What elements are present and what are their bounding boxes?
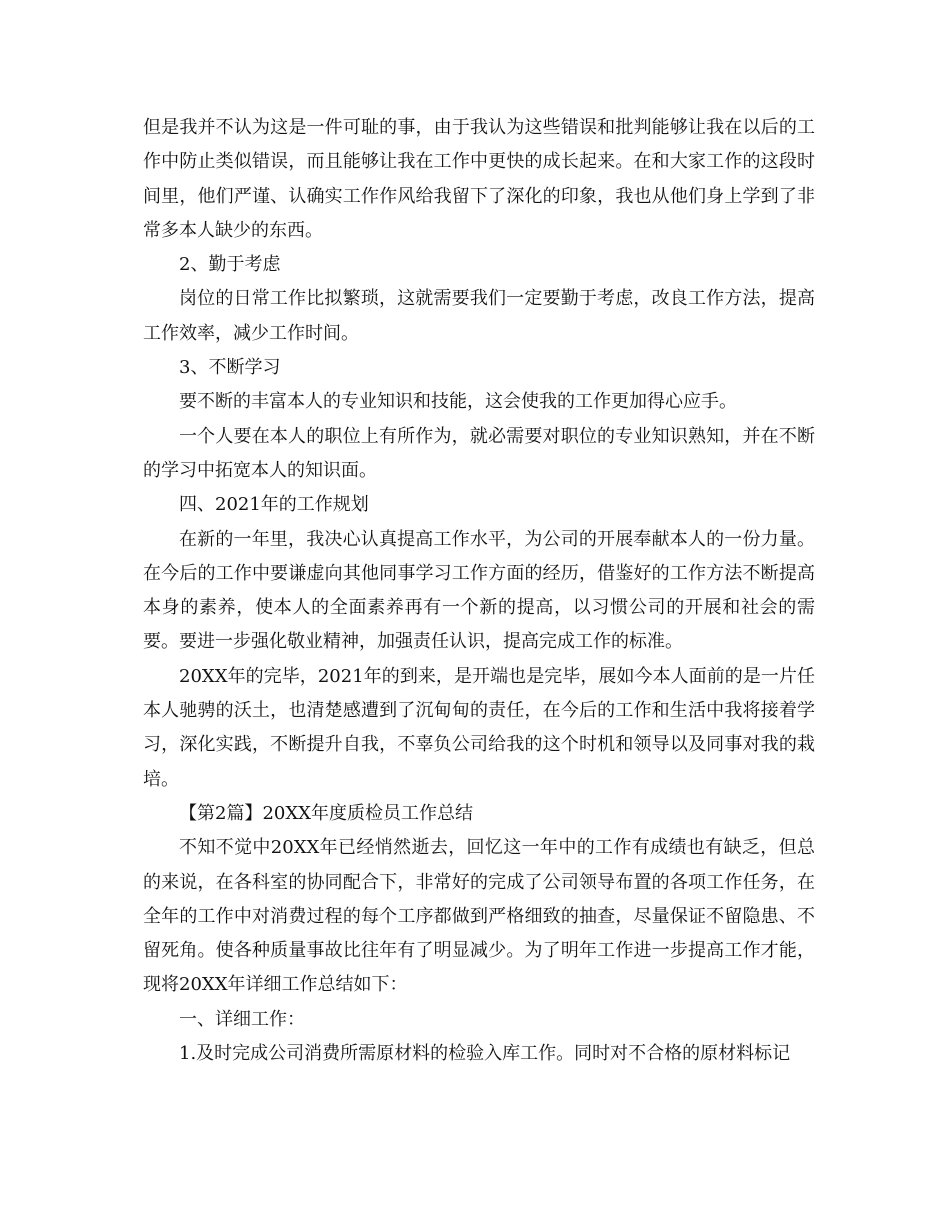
paragraph-9: 20XX年的完毕，2021年的到来，是开端也是完毕，展如今本人面前的是一片任本人驰骋的沃土，也清楚感遭到了沉甸甸的责任，在今后的工作和生活中我将接着学习，深化实践，不断提升自我，不辜负公司给我的这个时机和领导以及同事对我的栽培。 [143,665,815,790]
paragraph-2-heading: 2、勤于考虑 [179,254,281,276]
paragraph-11: 不知不觉中20XX年已经悄然逝去，回忆这一年中的工作有成绩也有缺乏，但总的来说，在各科室的协同配合下，非常好的完成了公司领导布置的各项工作任务，在全年的工作中对消费过程的每个工序都做到严格细致的抽查，尽量保证不留隐患、不留死角。使各种质量事故比往年有了明显减少。为了明年工作进一步提高工作才能，现将20XX年详细工作总结如下： [143,837,815,996]
paragraph-3: 岗位的日常工作比拟繁琐，这就需要我们一定要勤于考虑，改良工作方法，提高工作效率，减少工作时间。 [143,288,815,344]
paragraph-4-heading: 3、不断学习 [179,357,281,379]
paragraph-12-heading: 一、详细工作： [179,1008,305,1030]
paragraph-6: 一个人要在本人的职位上有所作为，就必需要对职位的专业知识熟知，并在不断的学习中拓宽本人的知识面。 [143,425,815,481]
paragraph-5: 要不断的丰富本人的专业知识和技能，这会使我的工作更加得心应手。 [179,391,737,413]
section-title: 【第2篇】20XX年度质检员工作总结 [179,802,473,824]
paragraph-7-heading: 四、2021年的工作规划 [179,494,369,516]
document-body [143,111,815,1071]
paragraph-1: 但是我并不认为这是一件可耻的事，由于我认为这些错误和批判能够让我在以后的工作中防止类似错误，而且能够让我在工作中更快的成长起来。在和大家工作的这段时间里，他们严谨、认确实工作作风给我留下了深化的印象，我也从他们身上学到了非常多本人缺少的东西。 [143,117,815,241]
paragraph-13: 1.及时完成公司消费所需原材料的检验入库工作。同时对不合格的原材料标记 [179,1043,791,1065]
paragraph-8: 在新的一年里，我决心认真提高工作水平，为公司的开展奉献本人的一份力量。在今后的工作中要谦虚向其他同事学习工作方面的经历，借鉴好的工作方法不断提高本身的素养，使本人的全面素养再有一个新的提高，以习惯公司的开展和社会的需要。要进一步强化敬业精神，加强责任认识，提高完成工作的标准。 [143,528,815,653]
